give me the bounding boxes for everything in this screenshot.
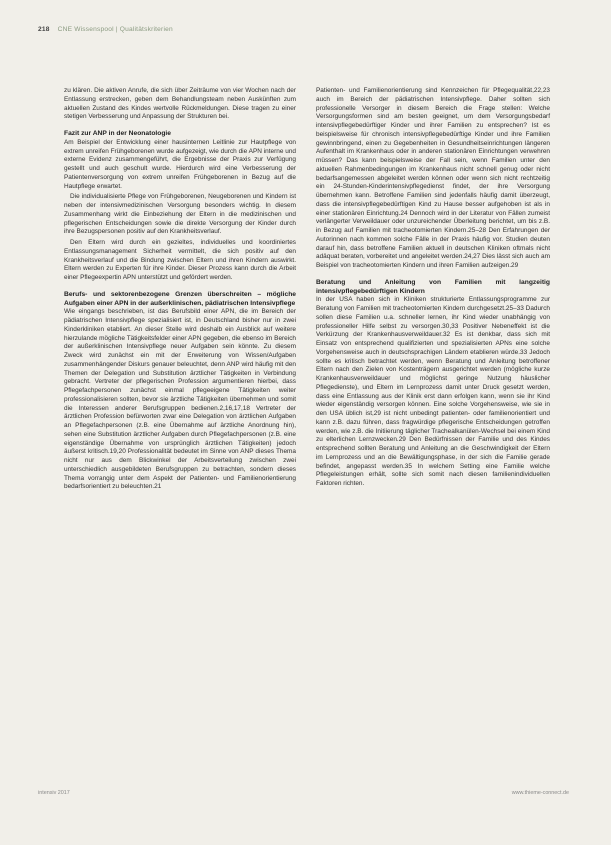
footer-journal: intensiv 2017 [38, 790, 70, 796]
left-column [64, 87, 296, 494]
paragraph: Am Beispiel der Entwicklung einer hausinternen Leitlinie zur Hautpflege von extrem unreifen Frühgeborenen wurde aufgezeigt, wie durch die APN interne und externe Evidenz zusammengeführt, die Ergebnisse der Praxis zur Verfügung gestellt und auch geschult wurde. Hierdurch wird eine Verbesserung der Patientenversorgung von extrem unreifen Frühgeborenen in Bezug auf die Hautpflege erwartet. [64, 138, 296, 190]
intro-paragraph: zu klären. Die aktiven Anrufe, die sich über Zeiträume von vier Wochen nach der Entlassung erstrecken, geben dem Behandlungsteam neben Auskünften zum aktuellen Zustand des Kindes wertvolle Rückmeldungen. Diese tragen zu einer stetigen Verbesserung und Anpassung der Strukturen bei. [64, 87, 296, 121]
heading-grenzen: Berufs- und sektorenbezogene Grenzen überschreiten – mögliche Aufgaben einer APN in der außerklinischen, pädiatrischen Intensivpflege [64, 290, 296, 307]
heading-fazit: Fazit zur ANP in der Neonatologie [64, 130, 172, 137]
section-title: CNE Wissenspool | Qualitätskriterien [57, 26, 173, 33]
paragraph: Den Eltern wird durch ein gezieltes, individuelles und koordiniertes Entlassungsmanagement Sicherheit vermittelt, die sich positiv auf den Krankheitsverlauf und die Bindung zwischen Eltern und ihren Kindern auswirkt. Eltern werden zu Experten für ihre Kinder. Dieser Prozess kann durch die Arbeit einer Pflegeexpertin APN unterstützt und gefördert werden. [64, 239, 296, 281]
heading-beratung: Beratung und Anleitung von Familien mit langzeitig intensivpflegebedürftigen Kindern [316, 278, 550, 295]
paragraph: Patienten- und Familienorientierung sind Kennzeichen für Pflegequalität,22,23 auch im Bereich der pädiatrischen Intensivpflege. Daher sollten sich professionelle Versorger in diesem Bereich die Frage stellen: Welche Versorgungsformen sind am besten geeignet, um dem Versorgungsbedarf intensivpflegebedürftiger Kinder und ihrer Familien zu entsprechen? Ist es beispielsweise für chronisch intensivpflegebedürftige Kinder und ihre Familien gewinnbringend, einen zu Gegebenheiten in Gesundheitseinrichtungen längeren Aufenthalt im Krankenhaus oder in anderen stationären Einrichtungen verwehren müssen? Das kann beispielsweise der Fall sein, wenn Familien unter den aktuellen Rahmenbedingungen im Krankenhaus nicht schnell genug oder nicht bedarfsangemessen abgeleitet werden können oder wenn sich nicht rechtzeitig ein 24-Stunden-Kinderintensivpflegedienst findet, der ihre Versorgung übernehmen kann. Betroffene Familien sind jedenfalls häufig damit überzeugt, dass die intensivpflegebedürftigen Kind zu Hause besser aufgehoben ist als in einer stationären Einrichtung.24 Dennoch wird in der Literatur von Fällen zumeist verlängerter Verweildauer oder unzureichender Überleitung berichtet, um bis z.B. in Bezug auf Familien mit tracheotomierten Kindern.25–28 Den Erfahrungen der Autorinnen nach kommen solche Fälle in der Praxis häufig vor. Studien deuten darauf hin, dass betroffene Familien aktuell in deutschen Kliniken oftmals nicht adäquat beraten, vorbereitet und angeleitet werden.24,27 Dies lässt sich auch am Beispiel von tracheotomierten Kindern und ihren Familien aufzeigen.29 [316, 87, 550, 269]
running-head [38, 26, 173, 33]
paragraph: Die individualisierte Pflege von Frühgeborenen, Neugeborenen und Kindern ist neben der intensivmedizinischen Versorgung besonders wichtig. In diesem Zusammenhang wirkt die Einbeziehung der Eltern in die medizinischen und pflegerischen Entscheidungen sowie die direkte Versorgung der Kinder durch ihre Bezugspersonen positiv auf den Krankheitsverlauf. [64, 193, 296, 236]
page-number: 218 [38, 26, 50, 33]
right-column [316, 87, 550, 489]
paragraph: Wie eingangs beschrieben, ist das Berufsbild einer APN, die im Bereich der pädiatrischen Intensivpflege spezialisiert ist, in Deutschland bisher nur in zwei Kinderkliniken etabliert. An dieser Stelle wird deshalb ein Ausblick auf weitere hierzulande mögliche Tätigkeitsfelder einer APN gegeben, die ebenso im Bereich der außerklinischen Intensivpflege neuer Aufgaben sein könnte. Zu diesem Zweck wird zunächst ein mit der Erweiterung von Wissen/Aufgaben zusammenhängender Diskurs genauer beleuchtet, denn ANP wird häufig mit den Themen der Delegation und Substitution ärztlicher Tätigkeiten in Verbindung gebracht. Vertreter der pflegerischen Profession argumentieren hierbei, dass Pflegefachpersonen zunächst einmal pflegeeigene Tätigkeiten weiter professionalisieren sollten, bevor sie ärztliche Tätigkeiten übernehmen und somit die Interessen anderer Berufsgruppen bedienen.2,16,17,18 Vertreter der ärztlichen Profession befürworten zwar eine Delegation von ärztlichen Aufgaben an Pflegefachpersonen (z.B. eine Übernahme auf ärztliche Anordnung hin), sehen eine Substitution ärztlicher Aufgaben durch Pflegefachpersonen (z.B. eine eigenständige Übernahme von ursprünglich ärztlichen Tätigkeiten) jedoch äußerst kritisch.19,20 Professionalität bedeutet im Sinne von ANP dieses Thema nicht nur aus dem Blickwinkel der Arbeitsverteilung zwischen zwei unterschiedlich ausgebildeten Berufsgruppen zu betrachten, sondern dieses Thema vorrangig unter dem Aspekt der Patienten- und Familienorientierung bedarfsorientiert zu beleuchten.21 [64, 308, 296, 491]
footer-url: www.thieme-connect.de [511, 790, 569, 796]
paragraph: In der USA haben sich in Kliniken strukturierte Entlassungsprogramme zur Beratung von Familien mit tracheotomierten Kindern durchgesetzt.25–33 Dadurch sollen diese Familien u.a. schneller lernen, ihr Kind wieder unabhängig von professioneller Hilfe selbst zu versorgen.30,33 Positiver Nebeneffekt ist die Verkürzung der Krankenhausverweildauer.32 Es ist denkbar, dass sich mit Einsatz von entsprechend qualifizierten und spezialisierten APNs eine solche Vorgehensweise auch in deutschsprachigen Ländern etablieren würde.33 Jedoch sollte es kritisch betrachtet werden, wenn Beratung und Anleitung betroffener Eltern nach den Zielen von Kostenträgern ausgerichtet werden (mögliche kurze Krankenhausverweildauer und möglichst geringe Nutzung häuslicher Pflegedienste), und Eltern im Lernprozess damit unter Druck gesetzt werden, dass eine Entlassung aus der Klinik erst dann erfolgen kann, wenn sie ihr Kind wieder eigenständig versorgen können. Eine solche Vorgehensweise, wie sie in den USA üblich ist,29 ist nicht unbedingt patienten- oder familienorientiert und kann z.B. dazu führen, dass fragwürdige pflegerische Entscheidungen getroffen werden, wie z.B. die Initiierung täglicher Trachealkanülen-Wechsel bei einem Kind zu elterlichen Lernzwecken.29 Den Bedürfnissen der Familie und des Kindes entsprechend sollten Beratung und Anleitung an die Geschwindigkeit der Eltern im Lernprozess und an die Bewältigungsphase, in der sich die Familie gerade befindet, angepasst werden.35 In welchem Setting eine Familie welche Pflegeleistungen erhält, sollte sich somit nach diesen familienindividuellen Faktoren richten. [316, 296, 550, 487]
